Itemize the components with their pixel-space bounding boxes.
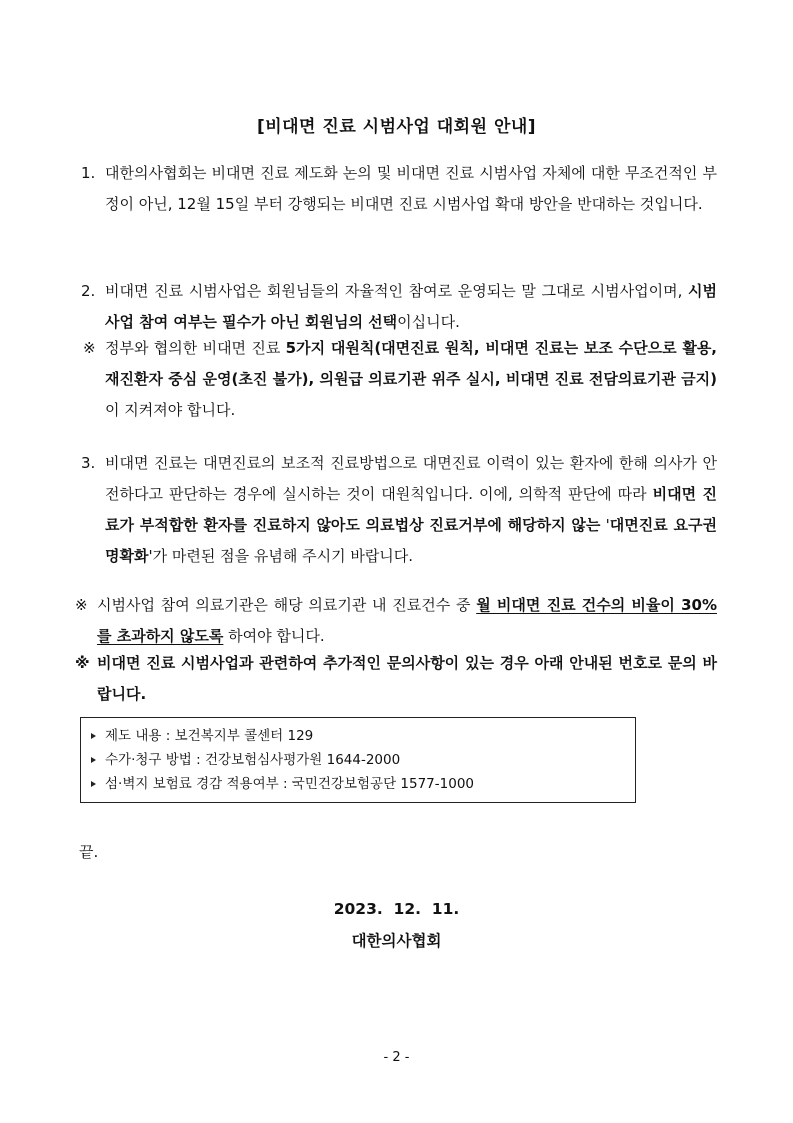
- contact-item: [91, 724, 635, 748]
- paragraph-2: [81, 276, 717, 338]
- paragraph-2-emphasis: 시범사업 참여 여부는 필수가 아닌 회원님의 선택: [105, 282, 717, 331]
- paragraph-3-emphasis: 비대면 진료가 부적합한 환자를 진료하지 않아도 의료법상 진료거부에 해당하지 않는: [105, 485, 717, 534]
- paragraph-3-text: 비대면 진료는 대면진료의 보조적 진료방법으로 대면진료 이력이 있는 환자에 한해 의사가 안전하다고 판단하는 경우에 실시하는 것이 대원칙입니다. 이에, 의학적 판단에 따라: [105, 454, 717, 503]
- bullet-triangle-icon: [91, 757, 96, 763]
- issuing-organization: 대한의사협회: [351, 932, 442, 950]
- note-ratio-mark: ※: [75, 596, 88, 614]
- note-ratio-limit: [75, 590, 717, 652]
- paragraph-1-number: 1.: [81, 164, 96, 182]
- note-ratio-emphasis: 월 비대면 진료 건수의 비율이 30%를 초과하지 않도록: [97, 596, 717, 645]
- contact-item-label: 제도 내용 : 보건복지부 콜센터 129: [105, 728, 314, 744]
- paragraph-2-number: 2.: [81, 282, 96, 300]
- paragraph-2-text: 비대면 진료 시범사업은 회원님들의 자율적인 참여로 운영되는 말 그대로 시범사업이며,: [105, 282, 689, 300]
- closing-mark: 끝.: [79, 843, 99, 861]
- bullet-triangle-icon: [91, 733, 96, 739]
- note-inquiry-mark: ※: [75, 654, 90, 672]
- note-ratio-tail: 하여야 합니다.: [223, 627, 325, 645]
- paragraph-1: [81, 158, 717, 220]
- note-ratio-text: 시범사업 참여 의료기관은 해당 의료기관 내 진료건수 중: [97, 596, 477, 614]
- paragraph-3-quote-open: ': [600, 516, 610, 534]
- paragraph-3-tail: '가 마련된 점을 유념해 주시기 바랍니다.: [148, 547, 414, 565]
- page-number: - 2 -: [383, 1050, 410, 1065]
- paragraph-3-emphasis-2: 대면진료 요구권 명확화: [105, 516, 717, 565]
- note-principles-tail: 이 지켜져야 합니다.: [105, 401, 236, 419]
- paragraph-1-text: 대한의사협회는 비대면 진료 제도화 논의 및 비대면 진료 시범사업 자체에 대한 무조건적인 부정이 아닌, 12월 15일 부터 강행되는 비대면 진료 시범사업 확대 방안을 반대하는 것입니다.: [105, 164, 717, 213]
- note-principles: [83, 333, 718, 426]
- contact-box: [80, 717, 636, 803]
- note-principles-mark: ※: [83, 339, 96, 357]
- note-principles-emphasis: 5가지 대원칙(대면진료 원칙, 비대면 진료는 보조 수단으로 활용, 재진환자 중심 운영(초진 불가), 의원급 의료기관 위주 실시, 비대면 진료 전담의료기관 금지): [105, 339, 718, 388]
- bullet-triangle-icon: [91, 781, 96, 787]
- contact-item-label: 수가·청구 방법 : 건강보험심사평가원 1644-2000: [105, 752, 401, 768]
- contact-item-label: 섬·벽지 보험료 경감 적용여부 : 국민건강보험공단 1577-1000: [105, 776, 474, 792]
- note-inquiry: [75, 648, 717, 710]
- paragraph-2-tail: 이십니다.: [397, 313, 460, 331]
- contact-item: [91, 772, 635, 796]
- document-title: [비대면 진료 시범사업 대회원 안내]: [256, 117, 537, 137]
- note-inquiry-text: 비대면 진료 시범사업과 관련하여 추가적인 문의사항이 있는 경우 아래 안내된 번호로 문의 바랍니다.: [97, 654, 717, 703]
- contact-item: [91, 748, 635, 772]
- paragraph-3-number: 3.: [81, 454, 96, 472]
- paragraph-3: [81, 448, 717, 572]
- note-principles-text: 정부와 협의한 비대면 진료: [105, 339, 286, 357]
- document-date: 2023. 12. 11.: [333, 900, 460, 918]
